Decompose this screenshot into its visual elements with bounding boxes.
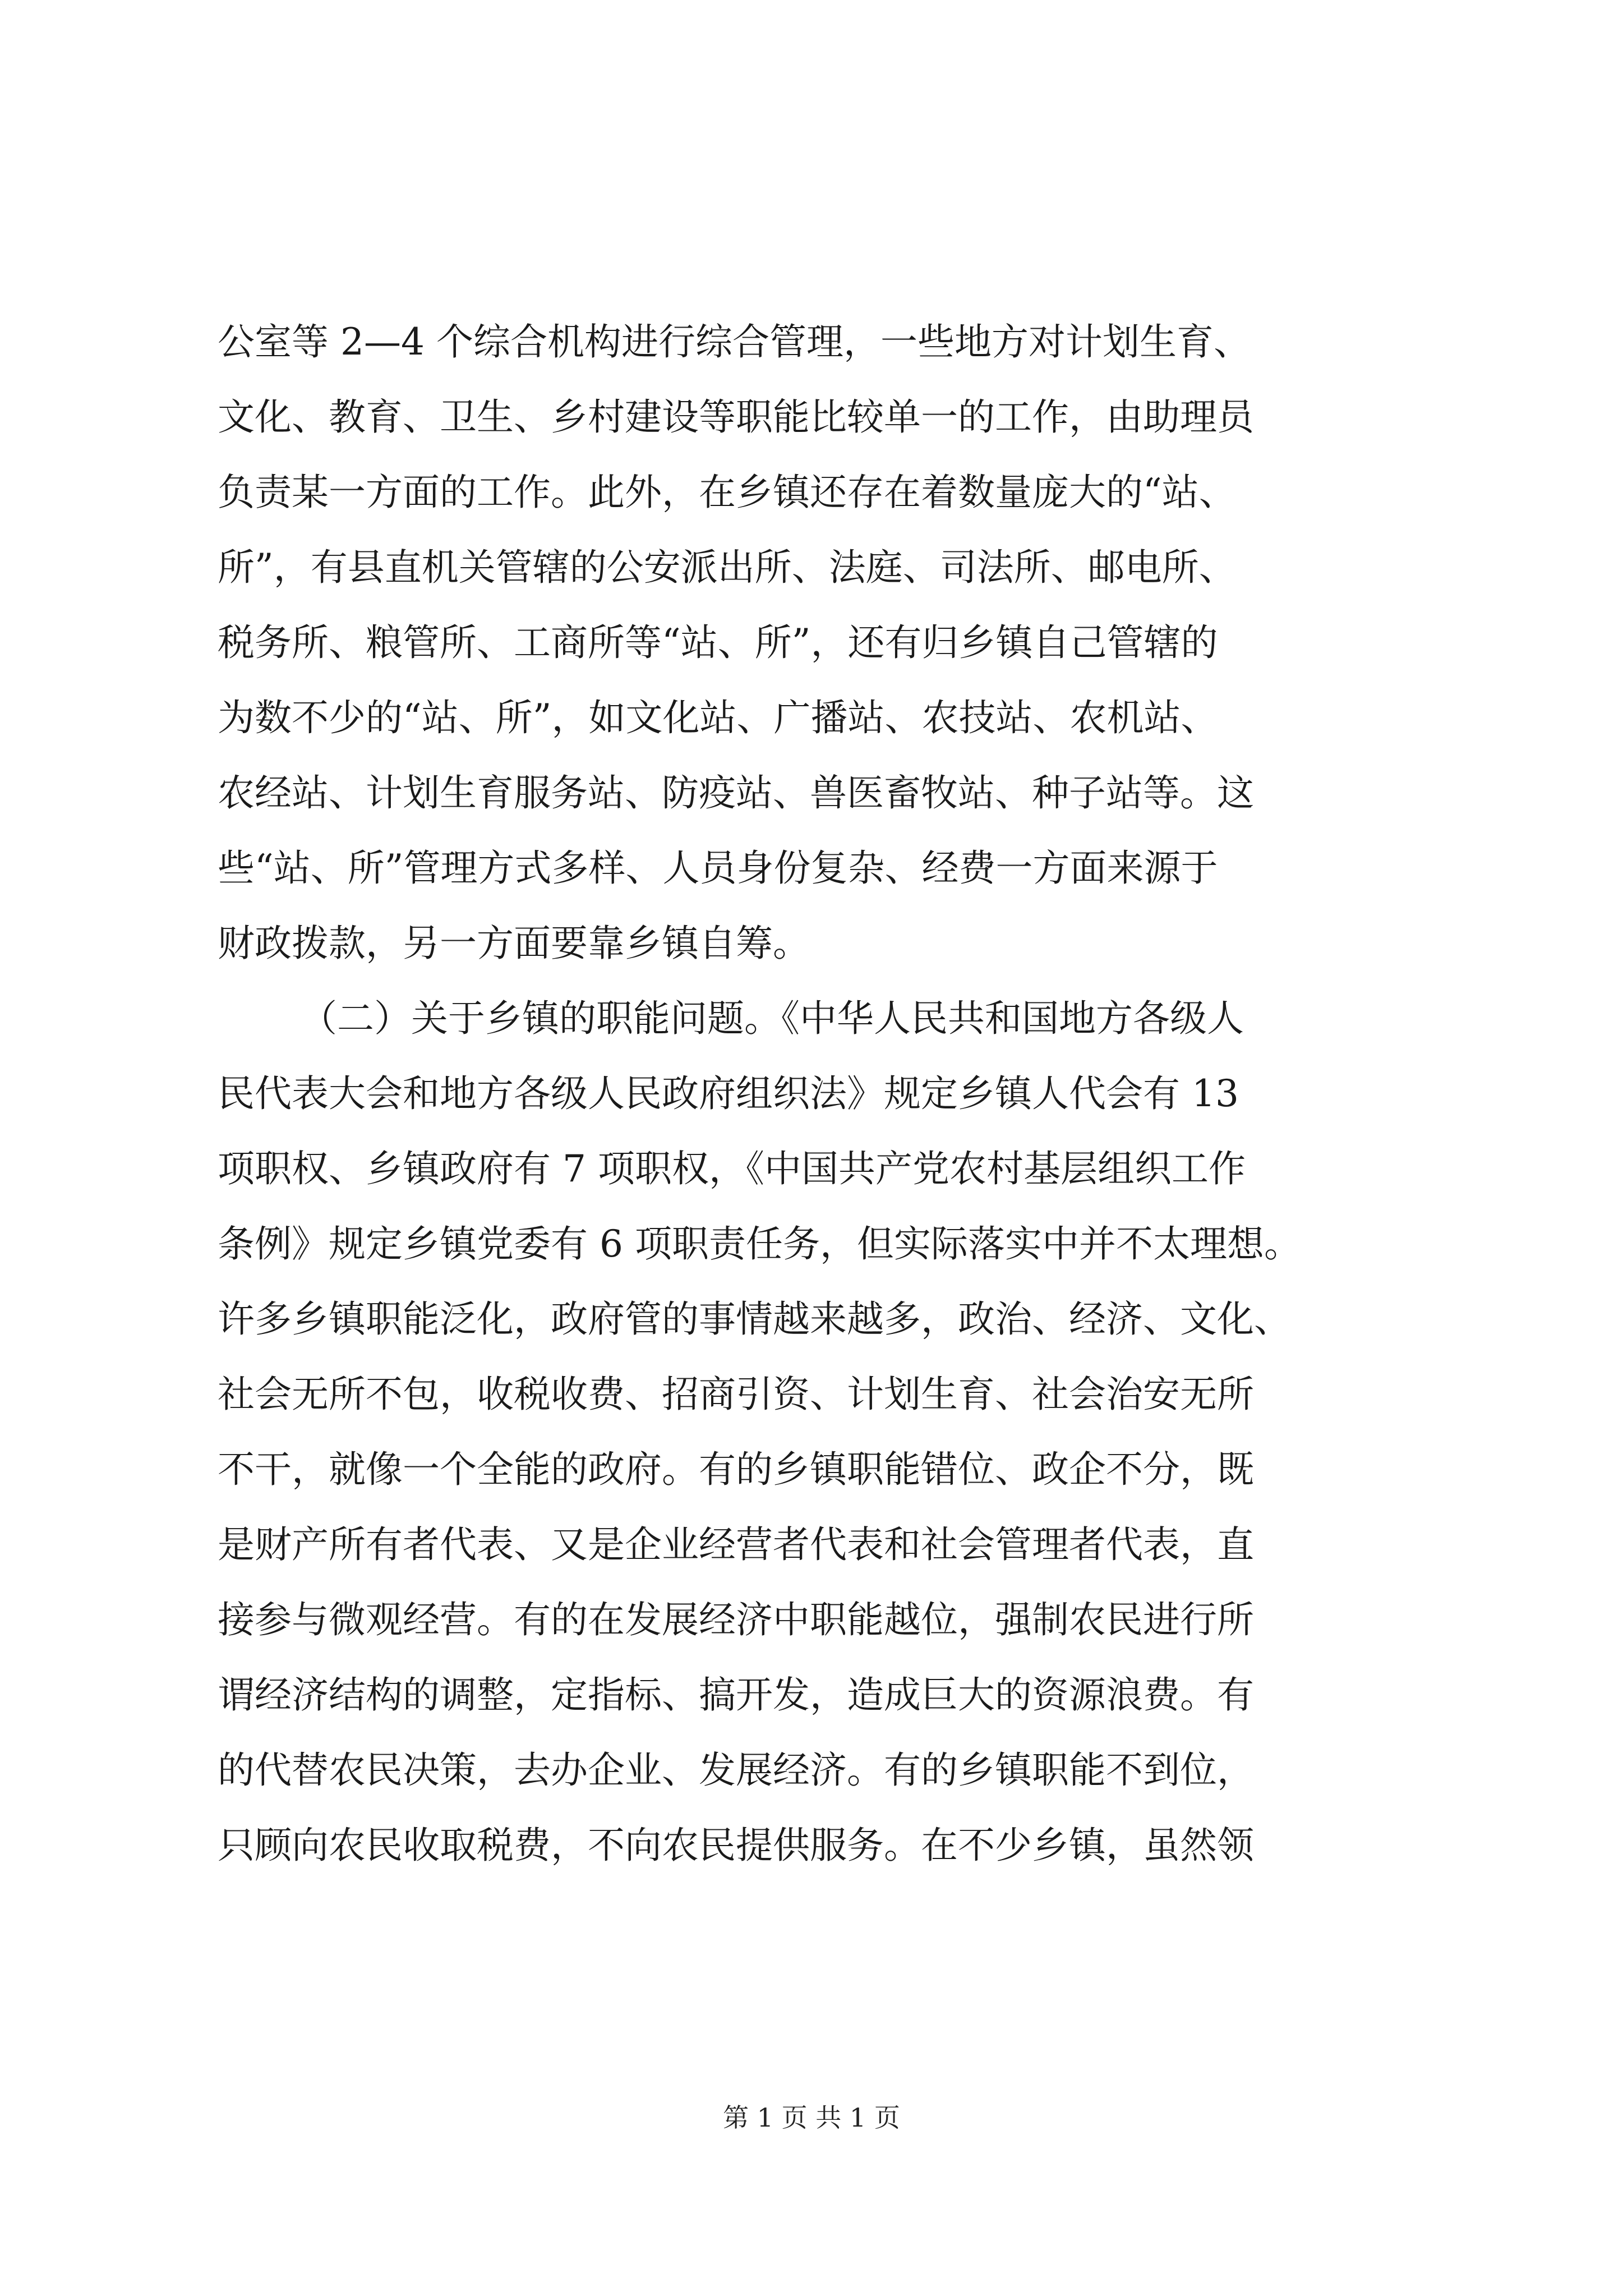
page-number-footer: 第 1 页 共 1 页 xyxy=(723,2102,900,2133)
paragraph-2-line: 接参与微观经营。有的在发展经济中职能越位，强制农民进行所 xyxy=(218,1598,1254,1641)
paragraph-2-line: 社会无所不包，收税收费、招商引资、计划生育、社会治安无所 xyxy=(218,1373,1254,1416)
paragraph-2-line: 许多乡镇职能泛化，政府管的事情越来越多，政治、经济、文化、 xyxy=(218,1297,1291,1341)
paragraph-2-line: 不干，就像一个全能的政府。有的乡镇职能错位、政企不分，既 xyxy=(218,1448,1254,1491)
paragraph-1-line: 文化、教育、卫生、乡村建设等职能比较单一的工作，由助理员 xyxy=(218,395,1254,439)
paragraph-2-line: 民代表大会和地方各级人民政府组织法》规定乡镇人代会有 13 xyxy=(218,1072,1239,1115)
paragraph-2-line: 只顾向农民收取税费，不向农民提供服务。在不少乡镇，虽然领 xyxy=(218,1824,1254,1867)
paragraph-1-line: 为数不少的“站、所”，如文化站、广播站、农技站、农机站、 xyxy=(218,696,1218,739)
paragraph-2-line: 是财产所有者代表、又是企业经营者代表和社会管理者代表，直 xyxy=(218,1523,1254,1566)
paragraph-1-line: 税务所、粮管所、工商所等“站、所”，还有归乡镇自己管辖的 xyxy=(218,621,1218,664)
paragraph-1-line: 负责某一方面的工作。此外，在乡镇还存在着数量庞大的“站、 xyxy=(218,471,1236,514)
paragraph-1-line: 公室等 2—4 个综合机构进行综合管理，一些地方对计划生育、 xyxy=(218,320,1251,364)
paragraph-2-line: （二）关于乡镇的职能问题。《中华人民共和国地方各级人 xyxy=(300,997,1244,1040)
paragraph-2-line: 条例》规定乡镇党委有 6 项职责任务，但实际落实中并不太理想。 xyxy=(218,1222,1301,1266)
paragraph-2-line: 的代替农民决策，去办企业、发展经济。有的乡镇职能不到位， xyxy=(218,1749,1254,1792)
paragraph-2-line: 项职权、乡镇政府有 7 项职权，《中国共产党农村基层组织工作 xyxy=(218,1147,1246,1190)
paragraph-1-line: 所”，有县直机关管辖的公安派出所、法庭、司法所、邮电所、 xyxy=(218,546,1236,589)
paragraph-1-line: 农经站、计划生育服务站、防疫站、兽医畜牧站、种子站等。这 xyxy=(218,771,1254,815)
paragraph-1-line: 财政拨款，另一方面要靠乡镇自筹。 xyxy=(218,922,810,965)
paragraph-2-line: 谓经济结构的调整，定指标、搞开发，造成巨大的资源浪费。有 xyxy=(218,1673,1254,1717)
paragraph-1-line: 些“站、所”管理方式多样、人员身份复杂、经费一方面来源于 xyxy=(218,846,1218,890)
